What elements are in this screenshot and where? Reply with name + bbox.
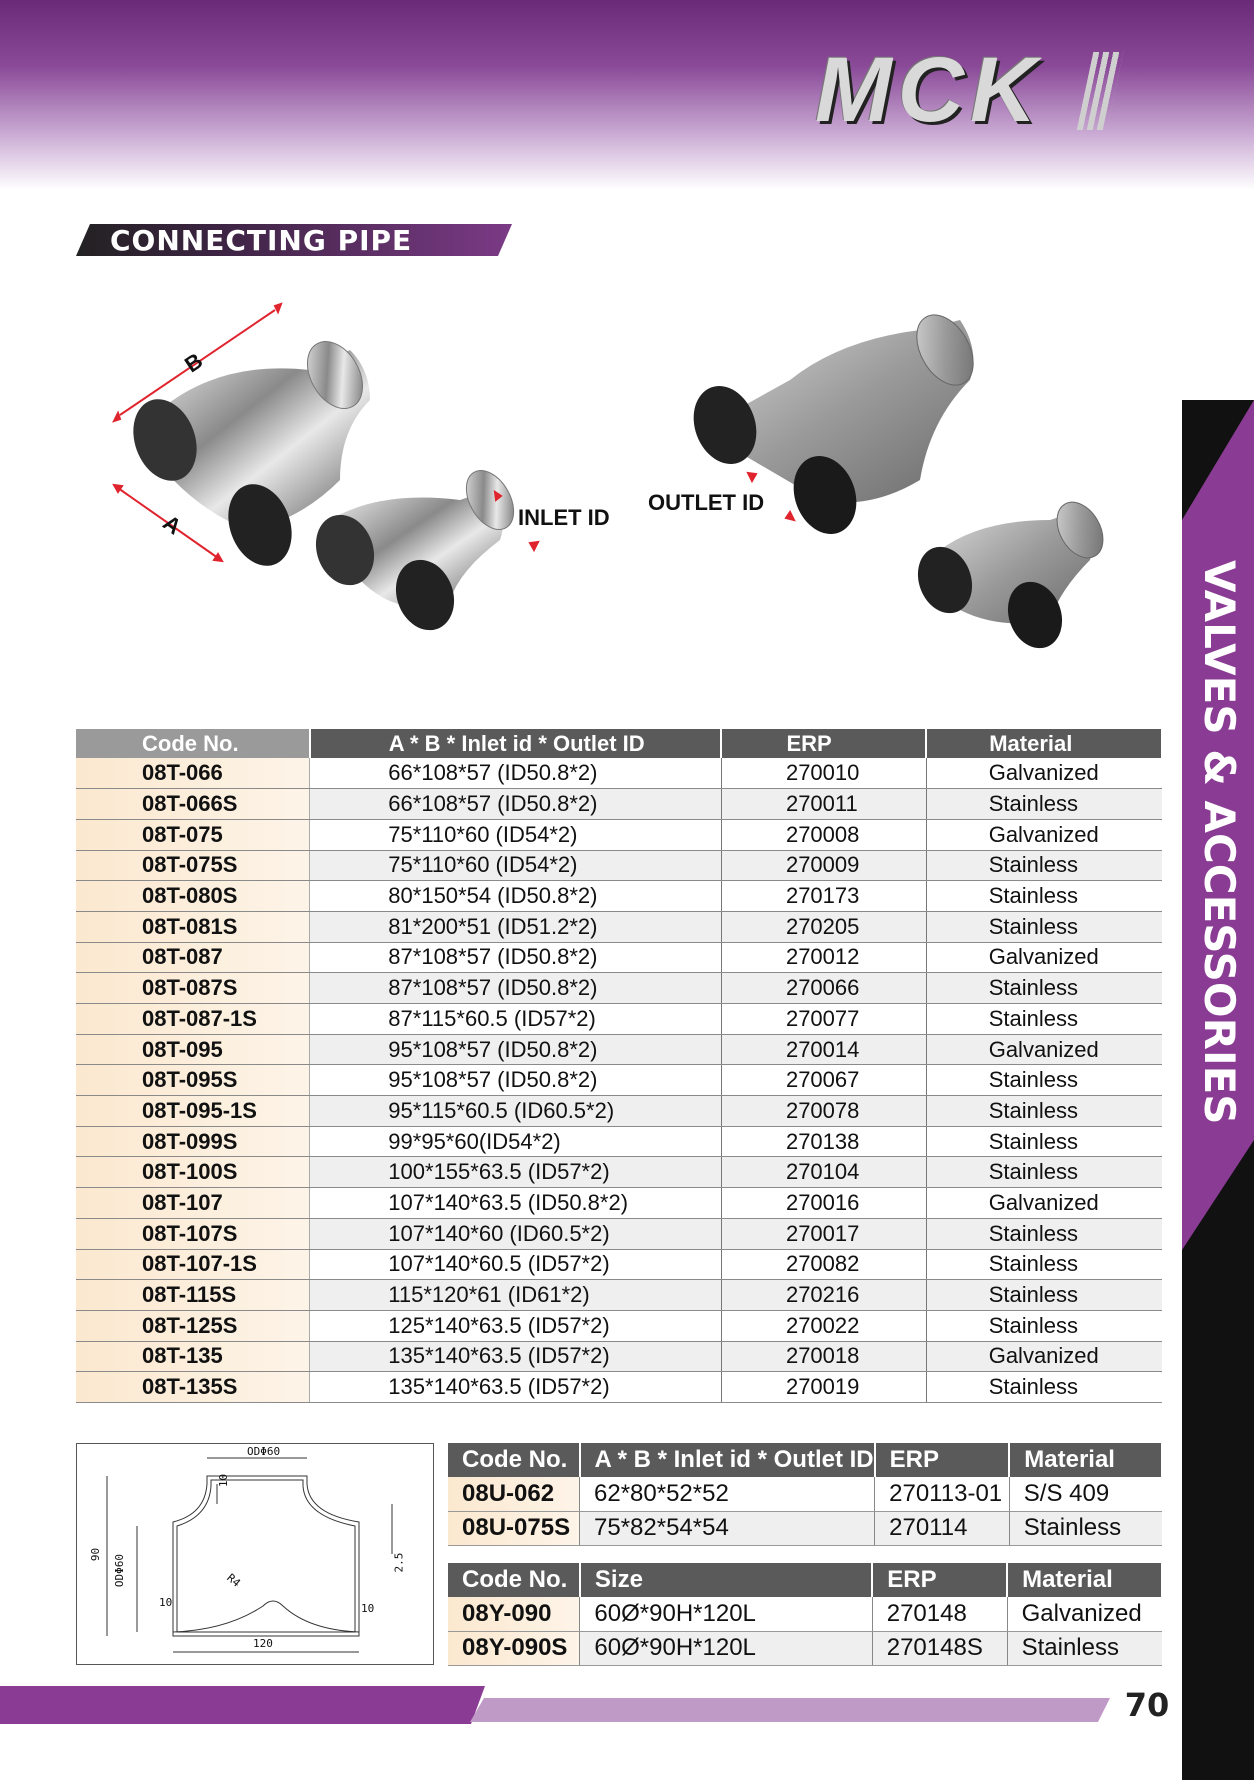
brand-logo: MCK xyxy=(815,39,1043,141)
cell-material: Galvanized xyxy=(926,1034,1162,1065)
cell-material: Galvanized xyxy=(926,758,1162,789)
table-row xyxy=(448,1631,1162,1665)
cell-erp: 270012 xyxy=(721,942,926,973)
cell-spec: 75*110*60 (ID54*2) xyxy=(310,850,722,881)
cell-code: 08U-075S xyxy=(448,1511,580,1545)
cell-code: 08Y-090 xyxy=(448,1597,580,1631)
cell-material: Galvanized xyxy=(1007,1597,1162,1631)
drawing-label-od-top: ODΦ60 xyxy=(247,1445,281,1458)
cell-code: 08T-075 xyxy=(76,819,310,850)
cell-spec: 99*95*60(ID54*2) xyxy=(310,1126,722,1157)
cell-erp: 270205 xyxy=(721,911,926,942)
table-row xyxy=(76,911,1162,942)
cell-erp: 270148 xyxy=(872,1597,1007,1631)
u-pipe-table xyxy=(448,1443,1163,1546)
cell-material: Stainless xyxy=(926,1218,1162,1249)
cell-material: Galvanized xyxy=(926,1188,1162,1219)
cell-erp: 270018 xyxy=(721,1341,926,1372)
technical-drawing-svg xyxy=(77,1444,433,1664)
footer-bar-left xyxy=(0,1686,485,1724)
cell-spec: 95*115*60.5 (ID60.5*2) xyxy=(310,1096,722,1127)
drawing-label-width: 120 xyxy=(253,1637,273,1650)
cell-material: Stainless xyxy=(926,850,1162,881)
cell-spec: 95*108*57 (ID50.8*2) xyxy=(310,1034,722,1065)
cell-code: 08U-062 xyxy=(448,1477,580,1511)
cell-code: 08T-115S xyxy=(76,1280,310,1311)
drawing-label-lip-left: 10 xyxy=(159,1596,173,1609)
cell-code: 08T-107 xyxy=(76,1188,310,1219)
cell-code: 08T-135 xyxy=(76,1341,310,1372)
cell-erp: 270066 xyxy=(721,973,926,1004)
cell-spec: 60Ø*90H*120L xyxy=(580,1597,872,1631)
cell-material: Stainless xyxy=(926,1280,1162,1311)
footer-bar-right xyxy=(470,1698,1110,1722)
cell-erp: 270078 xyxy=(721,1096,926,1127)
cell-erp: 270010 xyxy=(721,758,926,789)
cell-erp: 270008 xyxy=(721,819,926,850)
cell-material: Stainless xyxy=(926,1249,1162,1280)
drawing-label-radius: R4 xyxy=(224,1571,243,1590)
table-row xyxy=(76,1372,1162,1403)
cell-erp: 270082 xyxy=(721,1249,926,1280)
table-row xyxy=(76,1280,1162,1311)
drawing-label-height: 90 xyxy=(89,1547,103,1562)
cell-material: Stainless xyxy=(926,1096,1162,1127)
drawing-label-lip-top: 10 xyxy=(217,1473,231,1488)
cell-code: 08T-066S xyxy=(76,789,310,820)
technical-drawing xyxy=(76,1443,434,1665)
cell-code: 08T-080S xyxy=(76,881,310,912)
cell-erp: 270022 xyxy=(721,1310,926,1341)
cell-material: Stainless xyxy=(926,1372,1162,1403)
cell-spec: 81*200*51 (ID51.2*2) xyxy=(310,911,722,942)
cell-code: 08T-107S xyxy=(76,1218,310,1249)
cell-code: 08T-095S xyxy=(76,1065,310,1096)
table-header-row xyxy=(448,1443,1162,1477)
cell-spec: 95*108*57 (ID50.8*2) xyxy=(310,1065,722,1096)
cell-spec: 107*140*60.5 (ID57*2) xyxy=(310,1249,722,1280)
cell-material: Stainless xyxy=(926,789,1162,820)
cell-material: Stainless xyxy=(1009,1511,1162,1545)
cell-erp: 270011 xyxy=(721,789,926,820)
cell-spec: 75*82*54*54 xyxy=(580,1511,875,1545)
table-header-row xyxy=(76,729,1162,758)
table-row xyxy=(76,1065,1162,1096)
cell-spec: 115*120*61 (ID61*2) xyxy=(310,1280,722,1311)
cell-code: 08T-107-1S xyxy=(76,1249,310,1280)
cell-code: 08T-135S xyxy=(76,1372,310,1403)
header-code: Code No. xyxy=(448,1563,580,1597)
drawing-label-lip-right: 10 xyxy=(361,1602,375,1615)
cell-material: Stainless xyxy=(926,1065,1162,1096)
table-row xyxy=(448,1477,1162,1511)
header-material: Material xyxy=(1009,1443,1162,1477)
table-row xyxy=(76,1126,1162,1157)
cell-spec: 62*80*52*52 xyxy=(580,1477,875,1511)
chrome-y-pipe-small xyxy=(306,462,523,638)
header-code: Code No. xyxy=(76,729,310,758)
table-row xyxy=(76,819,1162,850)
table-row xyxy=(76,850,1162,881)
cell-spec: 66*108*57 (ID50.8*2) xyxy=(310,758,722,789)
table-row xyxy=(76,1034,1162,1065)
cell-material: Stainless xyxy=(926,1004,1162,1035)
cell-code: 08T-095 xyxy=(76,1034,310,1065)
cell-spec: 135*140*63.5 (ID57*2) xyxy=(310,1372,722,1403)
cell-material: Galvanized xyxy=(926,1341,1162,1372)
cell-code: 08T-100S xyxy=(76,1157,310,1188)
cell-spec: 80*150*54 (ID50.8*2) xyxy=(310,881,722,912)
header-erp: ERP xyxy=(875,1443,1010,1477)
section-title: CONNECTING PIPE xyxy=(110,224,413,257)
cell-erp: 270148S xyxy=(872,1631,1007,1665)
cell-material: Stainless xyxy=(926,881,1162,912)
table-header-row xyxy=(448,1563,1162,1597)
cell-erp: 270016 xyxy=(721,1188,926,1219)
cell-spec: 107*140*63.5 (ID50.8*2) xyxy=(310,1188,722,1219)
cell-spec: 60Ø*90H*120L xyxy=(580,1631,872,1665)
cell-erp: 270014 xyxy=(721,1034,926,1065)
cell-code: 08T-099S xyxy=(76,1126,310,1157)
cell-erp: 270138 xyxy=(721,1126,926,1157)
table-row xyxy=(76,1218,1162,1249)
table-row xyxy=(448,1597,1162,1631)
cell-erp: 270216 xyxy=(721,1280,926,1311)
page-number: 70 xyxy=(1124,1686,1170,1724)
header-material: Material xyxy=(1007,1563,1162,1597)
header-erp: ERP xyxy=(721,729,926,758)
cell-erp: 270017 xyxy=(721,1218,926,1249)
cell-material: Stainless xyxy=(926,973,1162,1004)
outlet-id-label: OUTLET ID xyxy=(648,490,765,515)
table-row xyxy=(448,1511,1162,1545)
header-dimensions: A * B * Inlet id * Outlet ID xyxy=(310,729,722,758)
cell-spec: 100*155*63.5 (ID57*2) xyxy=(310,1157,722,1188)
cell-code: 08T-095-1S xyxy=(76,1096,310,1127)
drawing-label-wall: 2.5 xyxy=(392,1552,406,1573)
table-row xyxy=(76,1310,1162,1341)
table-row xyxy=(76,942,1162,973)
cell-material: Galvanized xyxy=(926,819,1162,850)
table-row xyxy=(76,973,1162,1004)
dimension-label-a: A xyxy=(158,509,187,540)
cell-material: Stainless xyxy=(926,1310,1162,1341)
cell-erp: 270114 xyxy=(875,1511,1010,1545)
cell-erp: 270019 xyxy=(721,1372,926,1403)
header-dimensions: A * B * Inlet id * Outlet ID xyxy=(580,1443,875,1477)
cell-code: 08Y-090S xyxy=(448,1631,580,1665)
cell-spec: 66*108*57 (ID50.8*2) xyxy=(310,789,722,820)
product-images xyxy=(100,290,1140,690)
header-material: Material xyxy=(926,729,1162,758)
cell-erp: 270104 xyxy=(721,1157,926,1188)
table-row xyxy=(76,1157,1162,1188)
connecting-pipe-table xyxy=(76,729,1163,1403)
cell-material: Stainless xyxy=(1007,1631,1162,1665)
cell-erp: 270077 xyxy=(721,1004,926,1035)
cell-material: Stainless xyxy=(926,1157,1162,1188)
table-row xyxy=(76,789,1162,820)
cell-material: Stainless xyxy=(926,911,1162,942)
cell-code: 08T-125S xyxy=(76,1310,310,1341)
cell-spec: 87*115*60.5 (ID57*2) xyxy=(310,1004,722,1035)
table-row xyxy=(76,1096,1162,1127)
cell-code: 08T-087 xyxy=(76,942,310,973)
cell-erp: 270009 xyxy=(721,850,926,881)
header-size: Size xyxy=(580,1563,872,1597)
table-row xyxy=(76,758,1162,789)
cell-material: S/S 409 xyxy=(1009,1477,1162,1511)
table-row xyxy=(76,881,1162,912)
table-row xyxy=(76,1249,1162,1280)
cell-spec: 125*140*63.5 (ID57*2) xyxy=(310,1310,722,1341)
table-row xyxy=(76,1188,1162,1219)
galvanized-y-pipe-small xyxy=(909,494,1112,656)
cell-erp: 270173 xyxy=(721,881,926,912)
header-erp: ERP xyxy=(872,1563,1007,1597)
drawing-label-od-left: ODΦ60 xyxy=(113,1553,127,1588)
inlet-id-label: INLET ID xyxy=(518,505,610,530)
cell-code: 08T-087-1S xyxy=(76,1004,310,1035)
cell-material: Galvanized xyxy=(926,942,1162,973)
cell-spec: 87*108*57 (ID50.8*2) xyxy=(310,942,722,973)
cell-code: 08T-081S xyxy=(76,911,310,942)
cell-spec: 107*140*60 (ID60.5*2) xyxy=(310,1218,722,1249)
y-pipe-table xyxy=(448,1563,1163,1666)
cell-material: Stainless xyxy=(926,1126,1162,1157)
cell-erp: 270113-01 xyxy=(875,1477,1010,1511)
cell-spec: 75*110*60 (ID54*2) xyxy=(310,819,722,850)
cell-spec: 135*140*63.5 (ID57*2) xyxy=(310,1341,722,1372)
cell-code: 08T-066 xyxy=(76,758,310,789)
header-code: Code No. xyxy=(448,1443,580,1477)
table-row xyxy=(76,1341,1162,1372)
cell-spec: 87*108*57 (ID50.8*2) xyxy=(310,973,722,1004)
dimension-label-b: B xyxy=(180,347,208,378)
table-row xyxy=(76,1004,1162,1035)
cell-code: 08T-087S xyxy=(76,973,310,1004)
cell-erp: 270067 xyxy=(721,1065,926,1096)
side-category-label: VALVES & ACCESSORIES xyxy=(1195,560,1244,1125)
cell-code: 08T-075S xyxy=(76,850,310,881)
